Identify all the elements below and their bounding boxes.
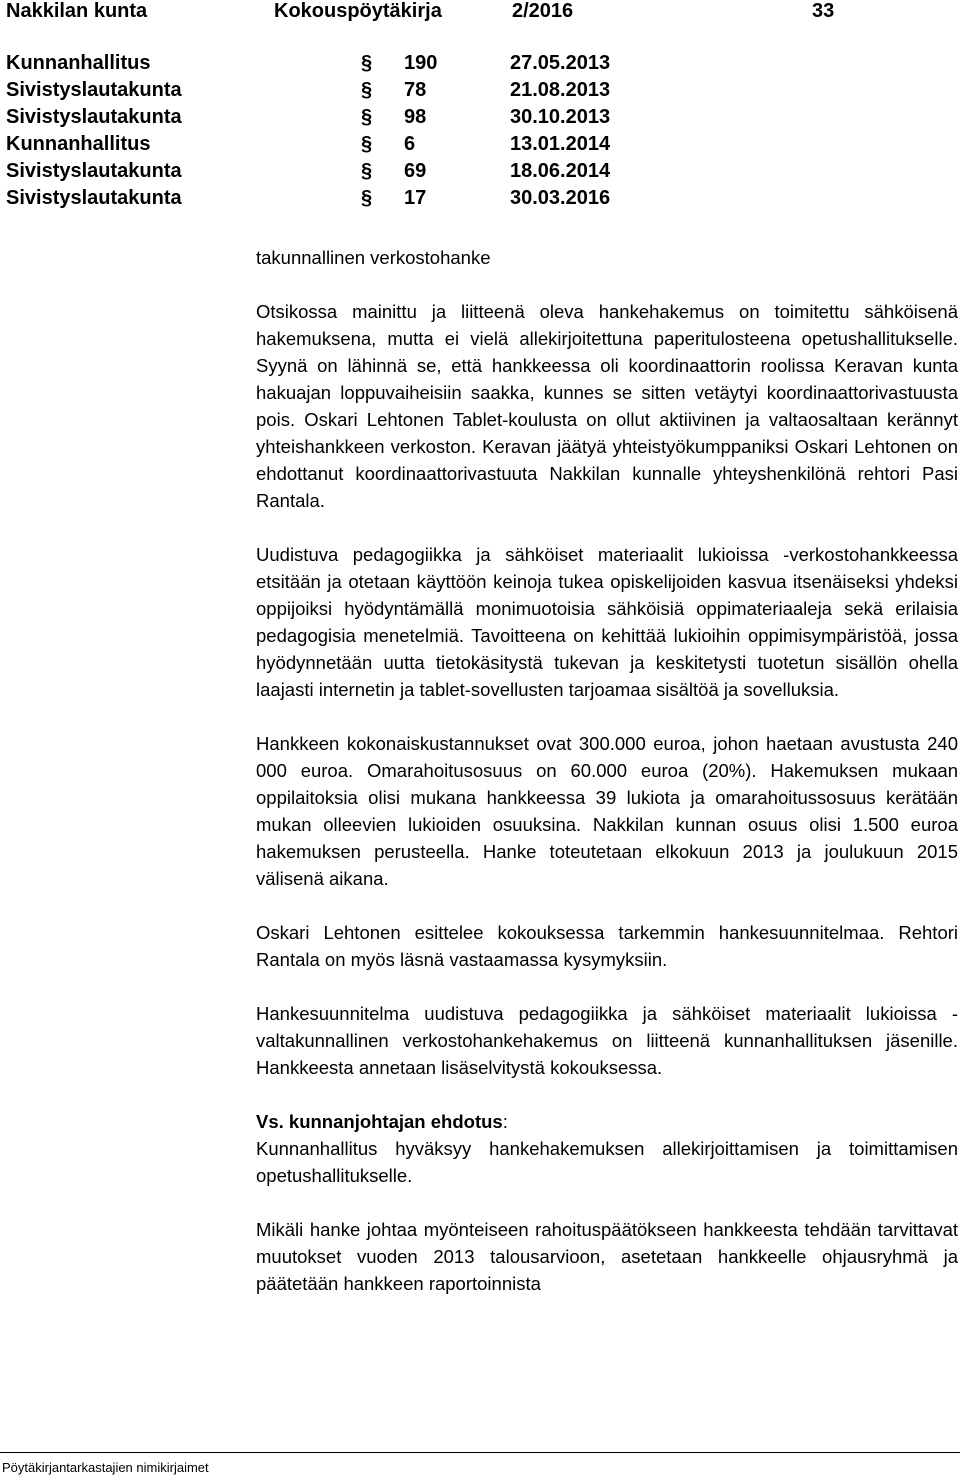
handling-date: 13.01.2014	[510, 133, 611, 155]
handling-date: 18.06.2014	[510, 160, 611, 182]
section-symbol: §	[361, 133, 373, 155]
paragraph-3: Hankkeen kokonaiskustannukset ovat 300.000 euroa, johon haetaan avustusta 240 000 euroa. Omarahoitusosuus on 60.000 euroa (20%). Hakemuksen mukaan oppilaitoksia olisi mukana hankkeessa 39 lukiota ja omarahoitussosuus kerätään mukan olleevien lukioiden osuuksina. Nakkilan kunnan osuus olisi 1.500 euroa hakemuksen perusteella. Hanke toteutetaan elkokuun 2013 ja joulukuun 2015 välisenä aikana.	[256, 733, 958, 889]
footer-label: Pöytäkirjantarkastajien nimikirjaimet	[2, 1460, 209, 1475]
section-symbol: §	[361, 79, 373, 101]
handling-row	[6, 158, 706, 185]
section-symbol: §	[361, 160, 373, 182]
handling-row	[6, 77, 706, 104]
paragraph-5: Hankesuunnitelma uudistuva pedagogiikka ja sähköiset materiaalit lukioissa -valtakunnallinen verkostohankehakemus on liitteenä kunnanhallituksen jäsenille. Hankkeesta annetaan lisäselvitystä kokouksessa.	[256, 1003, 958, 1078]
section-symbol: §	[361, 187, 373, 209]
handling-row	[6, 185, 706, 212]
handling-number: 78	[404, 79, 427, 101]
meeting-number: 2/2016	[512, 0, 574, 22]
section-symbol: §	[361, 52, 373, 74]
handling-body: Sivistyslautakunta	[6, 187, 182, 209]
organization-name: Nakkilan kunta	[6, 0, 148, 22]
document-body	[256, 244, 958, 1297]
section-symbol: §	[361, 106, 373, 128]
handling-date: 27.05.2013	[510, 52, 611, 74]
paragraph-1: Otsikossa mainittu ja liitteenä oleva hankehakemus on toimitettu sähköisenä hakemuksena, mutta ei vielä allekirjoitettuna paperitulosteena opetushallitukselle. Syynä on lähinnä se, että hankkeessa oli koordinaattorin roolissa Keravan kunta hakuajan loppuvaiheisiin saakka, kunnes se sitten vetäytyi koordinaattorivastuusta pois. Oskari Lehtonen Tablet-koulusta on ollut aktiivinen ja valtaosaltaan kerännyt yhteishankkeen verkoston. Keravan jäätyä yhteistyökumppaniksi Oskari Lehtonen on ehdottanut koordinaattorivastuuta Nakkilan kunnalle yhteyshenkilönä rehtori Pasi Rantala.	[256, 301, 958, 511]
proposal-colon: :	[502, 1111, 508, 1132]
handling-body: Kunnanhallitus	[6, 52, 151, 74]
subject-line: takunnallinen verkostohanke	[256, 247, 491, 268]
proposal-label: Vs. kunnanjohtajan ehdotus	[256, 1111, 503, 1132]
paragraph-2: Uudistuva pedagogiikka ja sähköiset materiaalit lukioissa -verkostohankkeessa etsitään ja otetaan käyttöön keinoja tukea opiskelijoiden kasvua itsenäiseksi yhdeksi oppijoiksi hyödyntämällä monimuotoisia sähköisiä oppimateriaaleja sekä erilaisia pedagogisia menetelmiä. Tavoitteena on kehittää lukioihin oppimisympäristöä, jossa hyödynnetään uutta tietokäsitystä tukevan ja keskitetysti tuotetun sisällön ohella laajasti internetin ja tablet-sovellusten tarjoamaa sisältöä ja sovelluksia.	[256, 544, 958, 700]
document-type: Kokouspöytäkirja	[274, 0, 442, 22]
proposal-text: Kunnanhallitus hyväksyy hankehakemuksen allekirjoittamisen ja toimittamisen opetushallitukselle.	[256, 1138, 958, 1186]
handling-date: 30.03.2016	[510, 187, 611, 209]
handling-number: 69	[404, 160, 427, 182]
handling-body: Kunnanhallitus	[6, 133, 151, 155]
paragraph-4: Oskari Lehtonen esittelee kokouksessa tarkemmin hankesuunnitelmaa. Rehtori Rantala on myös läsnä vastaamassa kysymyksiin.	[256, 922, 958, 970]
handling-body: Sivistyslautakunta	[6, 79, 182, 101]
page-number: 33	[812, 0, 835, 22]
proposal-heading	[256, 1108, 958, 1135]
handling-number: 98	[404, 106, 427, 128]
handling-date: 21.08.2013	[510, 79, 611, 101]
handling-number: 17	[404, 187, 427, 209]
handling-row	[6, 104, 706, 131]
handling-number: 6	[404, 133, 416, 155]
handling-row	[6, 131, 706, 158]
footer-divider	[0, 1452, 960, 1453]
handling-row	[6, 50, 706, 77]
handling-history	[6, 50, 706, 212]
handling-number: 190	[404, 52, 438, 74]
handling-body: Sivistyslautakunta	[6, 160, 182, 182]
handling-body: Sivistyslautakunta	[6, 106, 182, 128]
handling-date: 30.10.2013	[510, 106, 611, 128]
final-paragraph: Mikäli hanke johtaa myönteiseen rahoituspäätökseen hankkeesta tehdään tarvittavat muutokset vuoden 2013 talousarvioon, asetetaan hankkeelle ohjausryhmä ja päätetään hankkeen raportoinnista	[256, 1219, 958, 1294]
